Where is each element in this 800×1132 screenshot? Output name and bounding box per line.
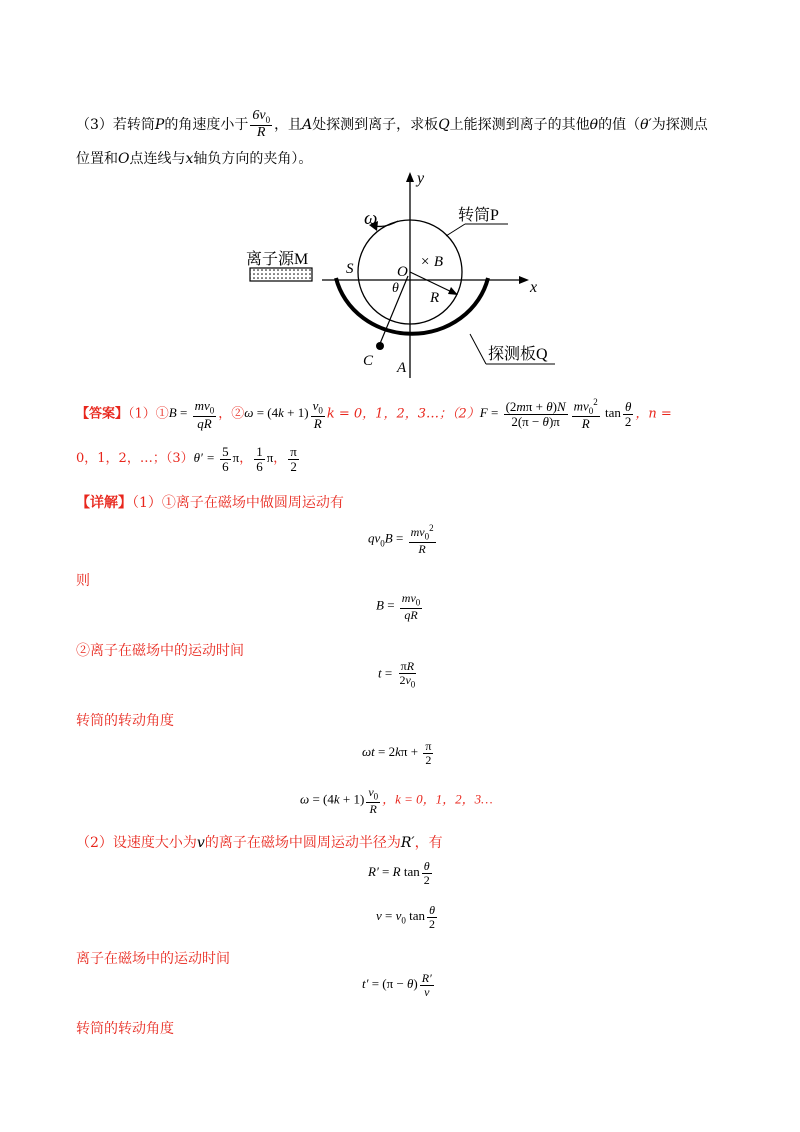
x-axis-arrow [519,276,529,284]
x-axis-label: x [530,279,538,296]
answer-eq-theta-prime: θ′ = $\frac{5}{6}$ π [193,444,240,474]
detail-ze: 则 [76,573,90,589]
point-C [376,342,384,350]
detail-line-2: ②离子在磁场中的运动时间 [76,643,244,659]
ion-source-box [250,268,312,281]
C-label: C [363,353,374,369]
eq-omega-t: ωt = 2kπ + $\frac{\pi}{2}$ [362,739,432,767]
eq-omega: ω = (4k + 1) $\frac{v_0}{R}$ ，k = 0，1，2，3… [300,785,493,816]
eq-qv0B: $qv_0B$ = $\frac{mv_0^2}{R}$ [368,523,434,556]
detail-line-5: 离子在磁场中的运动时间 [76,951,230,967]
O-label: O [397,264,408,280]
drum-leader-line [446,224,465,236]
S-label: S [346,261,354,277]
drum-label: 转筒P [458,207,499,224]
answer-eq-pi-over-2: $\frac{\pi}{2}$ [290,444,297,474]
detail-line-3: 转筒的转动角度 [76,713,174,729]
R-label: R [430,290,440,306]
detail-line-4: （2）设速度大小为v的离子在磁场中圆周运动半径为R′，有 [76,835,443,851]
question-line-1: （3）若转筒P的角速度小于 $\frac{6v_0}{R}$ ，且A处探测到离子，求板Q上能探测到离子的其他θ的值（θ′为探测点 [76,108,708,141]
physics-diagram [0,0,800,400]
source-label: 离子源M [246,251,309,268]
answer-eq-F: F = $\frac{(2m\pi + \theta)N}{2(\pi - \theta)\pi}$ $\frac{mv_0^2}{R}$ tan $\frac{\theta}{2}$ [479,397,632,432]
eq-t-prime: t′ = (π − θ) $\frac{R'}{v}$ [362,971,432,999]
plate-label: 探测板Q [488,346,548,363]
detail-line-6: 转筒的转动角度 [76,1021,174,1037]
A-label: A [397,360,407,376]
eq-t: t = $\frac{\pi R}{2v_0}$ [378,659,416,689]
answer-eq-pi-over-6: $\frac{1}{6}$ π [256,444,274,474]
answer-eq-omega: ω = (4k + 1) $\frac{v_0}{R}$ [244,397,323,431]
theta-label: θ [392,281,399,296]
eq-v: $v = v_0$ tan $\frac{\theta}{2}$ [376,903,436,931]
B-label: × B [420,254,444,270]
answer-eq-B: B = $\frac{mv_0}{qR}$ [168,397,215,431]
detector-plate-arc [336,278,488,334]
eq-R-prime: R′ = R tan $\frac{\theta}{2}$ [368,859,430,887]
detail-line-1: 【详解】（1）①离子在磁场中做圆周运动有 [76,495,344,511]
omega-label: ω [364,208,378,229]
answer-line-2: 0，1，2，…；（3）θ′ = $\frac{5}{6}$ π， $\frac{1}{6}$ π， $\frac{\pi}{2}$ [76,445,301,473]
radius-arrowhead [448,287,458,295]
y-axis-arrow [406,172,414,182]
question-line-2: 位置和O点连线与x轴负方向的夹角）。 [76,151,313,167]
y-axis-label: y [417,170,425,187]
fraction-6v0-over-R: $\frac{6v_0}{R}$ [252,108,271,141]
eq-B: B = $\frac{mv_0}{qR}$ [376,591,421,622]
plate-leader-line [470,334,486,364]
answer-line-1: 【答案】（1）①B = $\frac{mv_0}{qR}$ ，②ω = (4k + 1) $\frac{v_0}{R}$ k = 0，1，2，3…；（2）F = $\frac{(2m\pi + \theta)N}{2(\pi - \theta)\pi}$ $\frac{mv_0^2}{R}$ tan $\frac{\theta}{2}$ ，n = [76,397,672,432]
